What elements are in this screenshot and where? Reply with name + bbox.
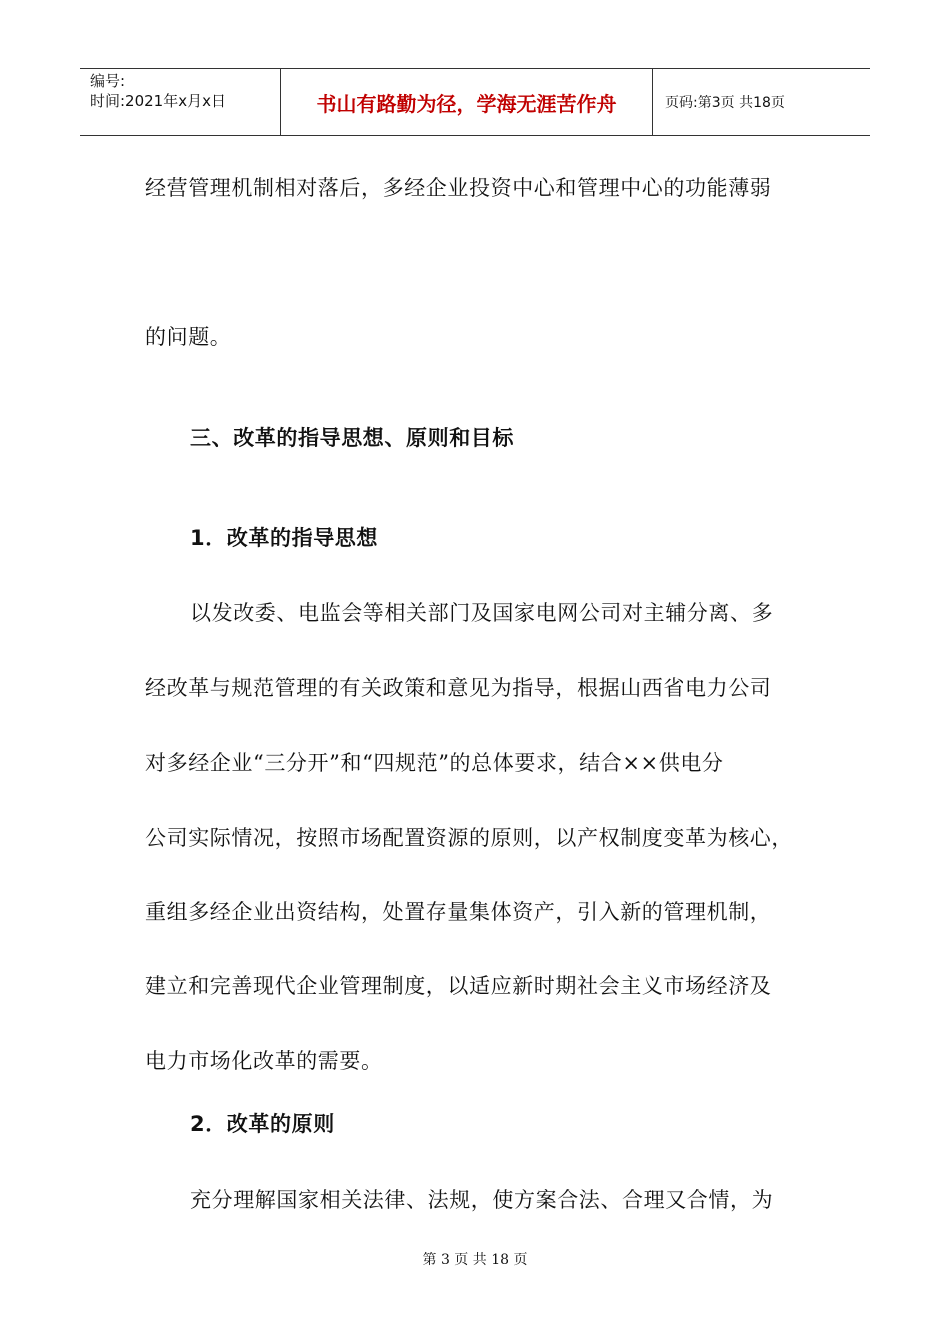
header-page-info: 页码:第3页 共18页 (665, 95, 785, 111)
paragraph-line: 以发改委、电监会等相关部门及国家电网公司对主辅分离、多 (190, 601, 774, 625)
paragraph-line: 对多经企业“三分开”和“四规范”的总体要求，结合××供电分 (145, 751, 724, 775)
header-motto: 书山有路勤为径，学海无涯苦作舟 (281, 69, 653, 135)
paragraph-line: 电力市场化改革的需要。 (145, 1049, 383, 1073)
paragraph-line: 公司实际情况，按照市场配置资源的原则，以产权制度变革为核心， (145, 826, 793, 850)
page-footer: 第 3 页 共 18 页 (422, 1252, 528, 1268)
subsection-heading: 2．改革的原则 (190, 1112, 335, 1136)
section-heading: 三、改革的指导思想、原则和目标 (190, 426, 514, 450)
body-line: 的问题。 (145, 325, 232, 349)
body-line: 经营管理机制相对落后，多经企业投资中心和管理中心的功能薄弱 (145, 176, 772, 200)
paragraph-line: 经改革与规范管理的有关政策和意见为指导，根据山西省电力公司 (145, 676, 772, 700)
header-meta (80, 69, 281, 135)
paragraph-line: 重组多经企业出资结构，处置存量集体资产，引入新的管理机制， (145, 900, 772, 924)
doc-time-label: 时间:2021年x月x日 (90, 92, 226, 110)
page-header (80, 68, 870, 136)
paragraph-line: 充分理解国家相关法律、法规，使方案合法、合理又合情，为 (190, 1188, 774, 1212)
paragraph-line: 建立和完善现代企业管理制度，以适应新时期社会主义市场经济及 (145, 974, 772, 998)
doc-number-label: 编号: (90, 72, 126, 90)
subsection-heading: 1．改革的指导思想 (190, 526, 379, 550)
